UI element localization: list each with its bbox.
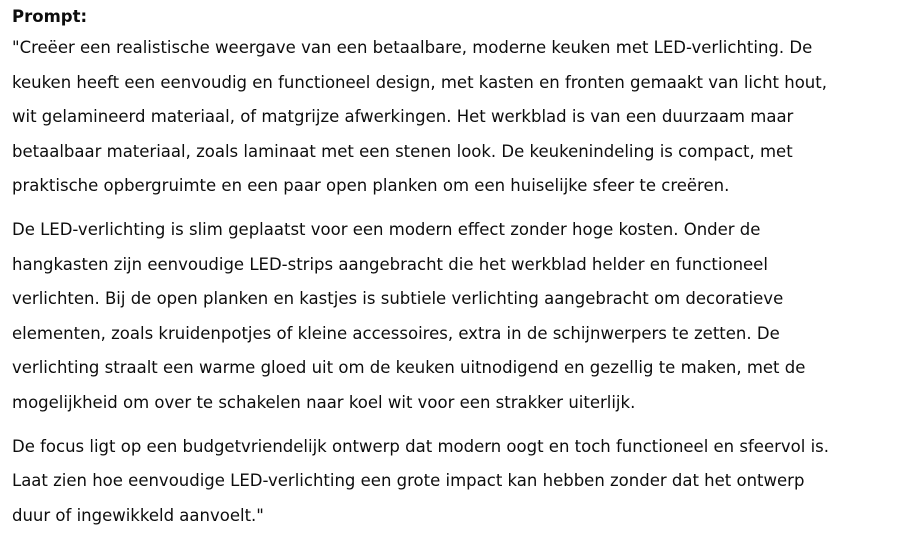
paragraph-3 [12, 430, 894, 534]
text-line: praktische opbergruimte en een paar open planken om een huiselijke sfeer te creëren. [12, 176, 730, 196]
text-line: mogelijkheid om over te schakelen naar koel wit voor een strakker uiterlijk. [12, 392, 636, 412]
paragraph-1 [12, 31, 894, 204]
text-line: verlichting straalt een warme gloed uit om de keuken uitnodigend en gezellig te maken, met de [12, 358, 806, 378]
text-line: elementen, zoals kruidenpotjes of kleine accessoires, extra in de schijnwerpers te zetten. De [12, 323, 780, 343]
prompt-document [12, 4, 894, 542]
text-line: wit gelamineerd materiaal, of matgrijze afwerkingen. Het werkblad is van een duurzaam maar [12, 107, 794, 127]
text-line: Laat zien hoe eenvoudige LED-verlichting een grote impact kan hebben zonder dat het ontwerp [12, 471, 805, 491]
text-line: De focus ligt op een budgetvriendelijk ontwerp dat modern oogt en toch functioneel en sfeervol is. [12, 436, 829, 456]
text-line: "Creëer een realistische weergave van een betaalbare, moderne keuken met LED-verlichting. De [12, 38, 813, 57]
text-line: verlichten. Bij de open planken en kastjes is subtiele verlichting aangebracht om decoratieve [12, 289, 784, 309]
text-line: keuken heeft een eenvoudig en functioneel design, met kasten en fronten gemaakt van licht hout, [12, 72, 827, 92]
prompt-heading: Prompt: [12, 7, 88, 26]
text-line: hangkasten zijn eenvoudige LED-strips aangebracht die het werkblad helder en functioneel [12, 254, 768, 274]
text-line: De LED-verlichting is slim geplaatst voor een modern effect zonder hoge kosten. Onder de [12, 219, 761, 239]
text-line: betaalbaar materiaal, zoals laminaat met een stenen look. De keukenindeling is compact, met [12, 141, 793, 161]
paragraph-2 [12, 213, 894, 421]
text-line: duur of ingewikkeld aanvoelt." [12, 505, 264, 525]
